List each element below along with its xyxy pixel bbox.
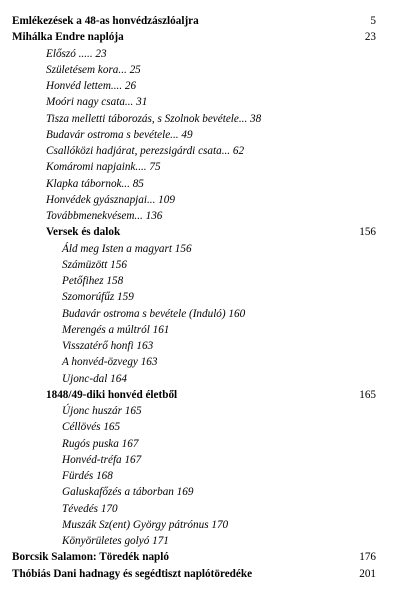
toc-entry-page: 5	[370, 15, 376, 27]
toc-entry	[0, 159, 401, 175]
toc-entry-title: Komáromi napjaink.... 75	[46, 161, 161, 174]
toc-entry-title: Moóri nagy csata... 31	[46, 96, 148, 109]
toc-entry-title: Versek és dalok	[46, 226, 121, 239]
toc-entry-title: Merengés a múltról 161	[62, 323, 170, 336]
toc-entry	[0, 354, 401, 370]
toc-entry-title: Tisza melletti táborozás, s Szolnok bevétele... 38	[46, 112, 262, 125]
toc-entry	[0, 257, 401, 273]
toc-entry-title: Honvéd-tréfa 167	[62, 453, 142, 466]
toc-entry	[0, 78, 401, 94]
toc-entry	[0, 143, 401, 159]
toc-entry	[0, 403, 401, 419]
toc-entry	[0, 387, 401, 403]
toc-entry-title: Áld meg Isten a magyart 156	[62, 242, 192, 255]
toc-entry-title: Borcsik Salamon: Töredék napló	[12, 551, 169, 564]
toc-entry-title: 1848/49-diki honvéd életből	[46, 388, 178, 401]
toc-entry	[0, 419, 401, 435]
toc-entry	[0, 176, 401, 192]
toc-entry	[0, 289, 401, 305]
toc-entry	[0, 13, 401, 29]
toc-entry	[0, 549, 401, 565]
toc-entry	[0, 371, 401, 387]
toc-entry	[0, 241, 401, 257]
toc-entry-title: Tévedés 170	[62, 502, 118, 515]
toc-entry-title: Visszatérő honfi 163	[62, 340, 154, 352]
toc-entry	[0, 273, 401, 289]
toc-entry	[0, 306, 401, 322]
toc-entry-title: Könyörületes golyó 171	[62, 535, 169, 547]
toc-entry-title: Szomorúfűz 159	[62, 291, 134, 304]
toc-entry-title: Csallóközi hadjárat, perezsigárdi csata... 62	[46, 145, 245, 157]
toc-entry-title: Továbbmenekvésem... 136	[46, 210, 163, 222]
toc-entry	[0, 29, 401, 45]
toc-entry	[0, 566, 401, 582]
toc-entry	[0, 224, 401, 240]
toc-entry-page: 23	[364, 31, 376, 44]
toc-entry-page: 176	[359, 551, 376, 564]
toc-entry	[0, 322, 401, 338]
toc-entry-title: Honvéd lettem.... 26	[46, 80, 137, 92]
toc-entry	[0, 484, 401, 500]
toc-entry	[0, 127, 401, 143]
toc-entry-title: Muszák Sz(ent) György pátrónus 170	[62, 518, 229, 531]
toc-entry-title: Galuskafőzés a táborban 169	[62, 486, 194, 499]
toc-entry-title: Petőfihez 158	[62, 275, 124, 287]
toc-entry-title: Mihálka Endre naplója	[12, 31, 124, 44]
toc-entry-title: Újonc huszár 165	[62, 405, 142, 417]
toc-entry-page: 201	[359, 567, 376, 580]
toc-entry	[0, 452, 401, 468]
toc-entry-title: Céllövés 165	[62, 421, 121, 434]
toc-entry	[0, 338, 401, 354]
toc-entry-title: Thóbiás Dani hadnagy és segédtiszt naplótöredéke	[12, 567, 253, 580]
toc-entry-title: Budavár ostroma s bevétele... 49	[46, 128, 193, 141]
toc-entry-title: Emlékezések a 48-as honvédzászlóaljra	[12, 15, 199, 27]
toc-entry-title: Fürdés 168	[62, 470, 113, 482]
toc-entry-title: Ujonc-dal 164	[62, 372, 127, 385]
toc-entry	[0, 208, 401, 224]
toc-entry	[0, 62, 401, 78]
toc-entry	[0, 517, 401, 533]
toc-entry	[0, 94, 401, 110]
toc-entry-title: Klapka tábornok... 85	[46, 177, 144, 190]
toc-entry-title: Budavár ostroma s bevétele (Induló) 160	[62, 307, 246, 320]
toc-entry-title: Születésem kora... 25	[46, 63, 141, 76]
toc-entry-title: Számüzött 156	[62, 258, 127, 271]
toc-entry	[0, 468, 401, 484]
toc-entry	[0, 436, 401, 452]
toc-entry	[0, 533, 401, 549]
toc-entry-page: 165	[359, 388, 376, 401]
toc-entry-title: A honvéd-özvegy 163	[62, 356, 158, 369]
toc-entry	[0, 501, 401, 517]
toc-entry	[0, 111, 401, 127]
toc-entry-title: Előszó ..... 23	[46, 47, 107, 60]
toc-entry-title: Honvédek gyásznapjai... 109	[46, 193, 175, 206]
toc-entry-page: 156	[359, 226, 376, 239]
toc-entry-title: Rugós puska 167	[62, 437, 139, 450]
toc-entry	[0, 192, 401, 208]
toc-entry	[0, 46, 401, 62]
